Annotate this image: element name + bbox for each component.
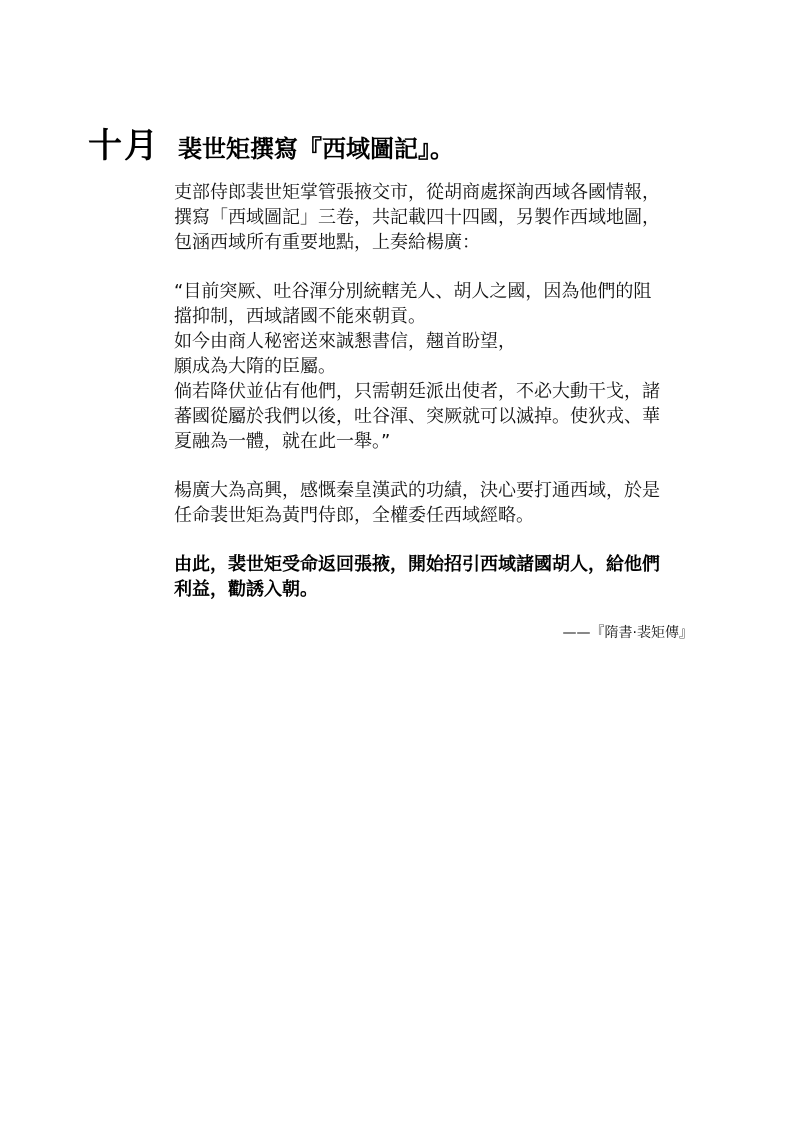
intro-paragraph	[174, 180, 719, 255]
response-paragraph	[174, 478, 719, 528]
text-line: 包涵西域所有重要地點，上奏給楊廣：	[174, 232, 480, 253]
text-line: 任命裴世矩為黃門侍郎，全權委任西域經略。	[174, 505, 534, 526]
text-line: 吏部侍郎裴世矩掌管張掖交市，從胡商處探詢西域各國情報，	[174, 182, 660, 203]
text-line: 由此，裴世矩受命返回張掖，開始招引西域諸國胡人，給他們	[174, 554, 660, 575]
text-line: “目前突厥、吐谷渾分別統轄羌人、胡人之國，因為他們的阻	[174, 281, 652, 302]
text-line: 楊廣大為高興，感慨秦皇漢武的功績，決心要打通西域，於是	[174, 480, 660, 501]
text-line: 願成為大隋的臣屬。	[174, 356, 336, 377]
text-line: 蕃國從屬於我們以後，吐谷渾、突厥就可以滅掉。使狄戎、華	[174, 406, 660, 427]
entry-body	[174, 180, 719, 626]
source-citation: ——『隋書·裴矩傳』	[562, 625, 693, 641]
text-line: 倘若降伏並佔有他們，只需朝廷派出使者，不必大動干戈，諸	[174, 381, 660, 402]
text-line: 利益，勸誘入朝。	[174, 579, 318, 600]
text-line: 擋抑制，西域諸國不能來朝貢。	[174, 306, 426, 327]
entry-title: 裴世矩撰寫『西域圖記』。	[178, 135, 454, 163]
month-label: 十月	[88, 126, 160, 166]
text-line: 撰寫「西域圖記」三卷，共記載四十四國，另製作西域地圖，	[174, 207, 660, 228]
entry-heading	[88, 118, 454, 167]
conclusion-paragraph	[174, 552, 719, 602]
text-line: 夏融為一體，就在此一舉。”	[174, 431, 391, 452]
quote-paragraph	[174, 279, 719, 454]
text-line: 如今由商人秘密送來誠懇書信，翹首盼望，	[174, 331, 516, 352]
